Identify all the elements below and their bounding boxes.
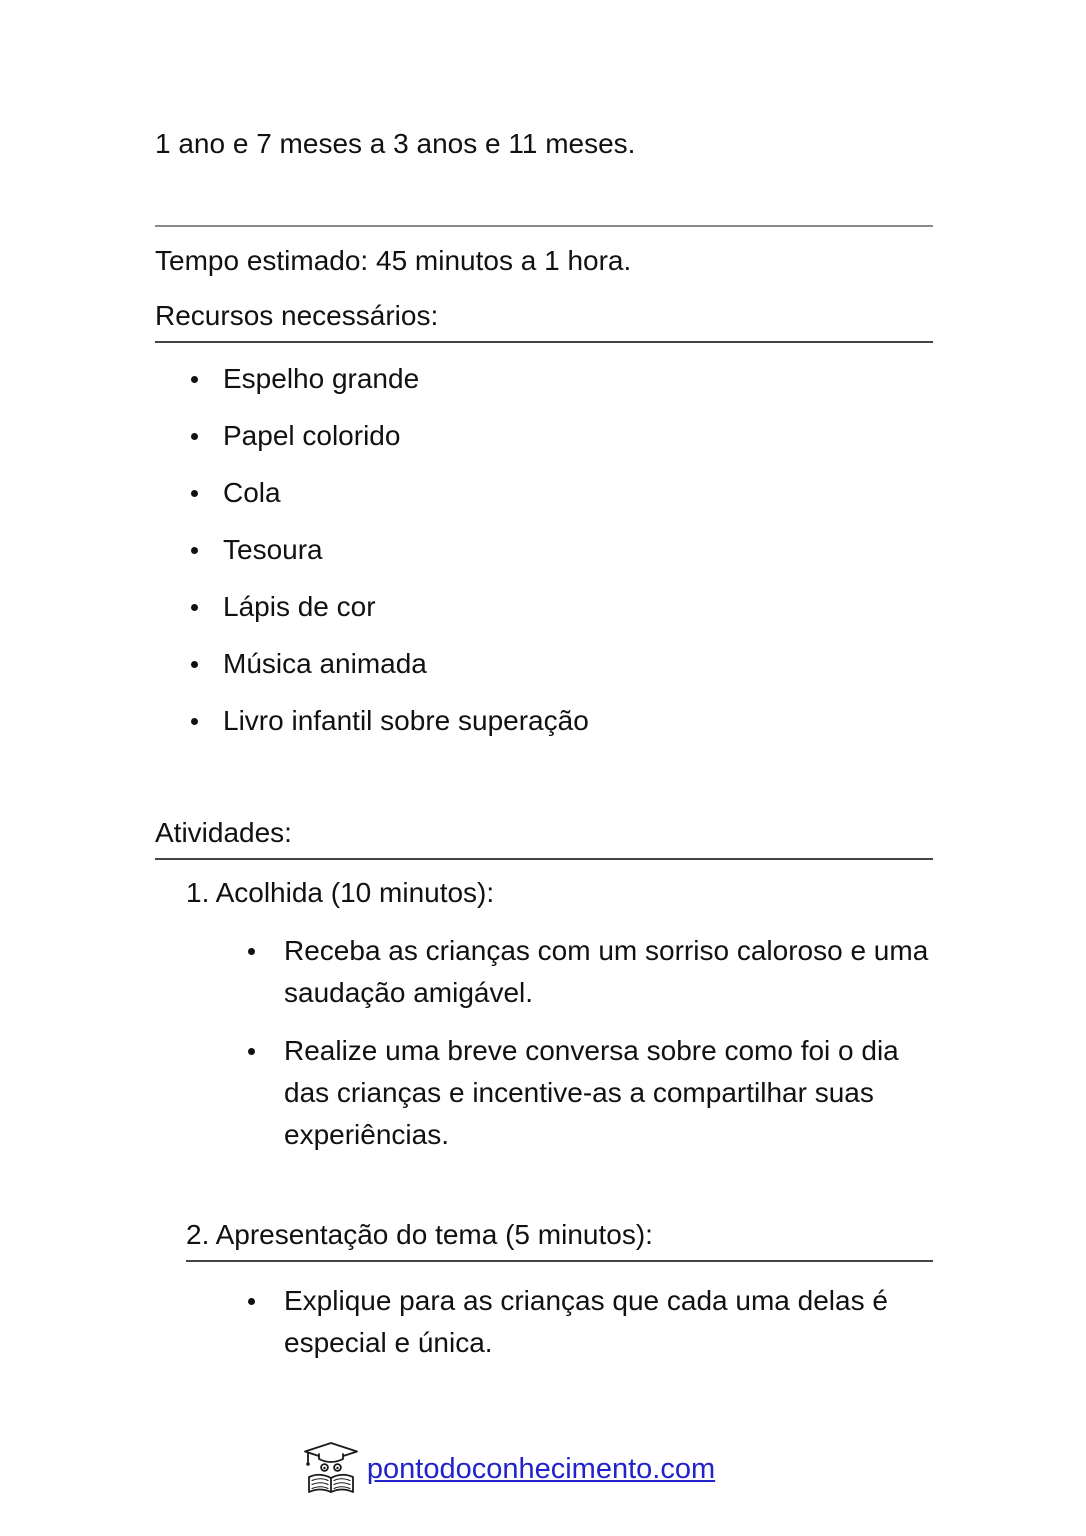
footer-site-link[interactable]: pontodoconhecimento.com: [366, 1453, 716, 1485]
bullet-icon: [191, 661, 198, 668]
activity-1-bullets: [155, 930, 933, 1156]
list-item-text: Música animada: [223, 648, 427, 679]
list-item: [155, 643, 933, 685]
document-content: [155, 123, 933, 1364]
bullet-icon: [191, 547, 198, 554]
estimated-time-line: Tempo estimado: 45 minutos a 1 hora.: [155, 245, 632, 276]
graduate-reading-book-icon: [301, 1442, 361, 1496]
list-item: [155, 1030, 933, 1156]
bullet-icon: [248, 1298, 255, 1305]
resources-list: [155, 358, 933, 742]
list-item: [155, 1280, 933, 1364]
list-item: [155, 700, 933, 742]
activity-1-title: 1. Acolhida (10 minutos):: [186, 877, 495, 908]
list-item: [155, 930, 933, 1014]
list-item: [155, 358, 933, 400]
list-item-text: Receba as crianças com um sorriso caloroso e uma saudação amigável.: [284, 935, 929, 1008]
bullet-icon: [191, 433, 198, 440]
list-item-text: Papel colorido: [223, 420, 401, 451]
list-item: [155, 529, 933, 571]
list-item-text: Tesoura: [223, 534, 323, 565]
list-item-text: Explique para as crianças que cada uma delas é especial e única.: [284, 1285, 888, 1358]
activity-2-title: 2. Apresentação do tema (5 minutos):: [186, 1214, 933, 1262]
list-item-text: Livro infantil sobre superação: [223, 705, 589, 736]
activities-heading: Atividades:: [155, 812, 933, 860]
resources-heading: Recursos necessários:: [155, 295, 933, 343]
list-item: [155, 586, 933, 628]
activity-2-bullets: [155, 1280, 933, 1364]
list-item-text: Realize uma breve conversa sobre como foi o dia das crianças e incentive-as a compartilhar suas experiências.: [284, 1035, 899, 1150]
bullet-icon: [191, 490, 198, 497]
list-item-text: Cola: [223, 477, 281, 508]
list-item-text: Lápis de cor: [223, 591, 376, 622]
bullet-icon: [248, 1048, 255, 1055]
bullet-icon: [191, 718, 198, 725]
age-range-line: 1 ano e 7 meses a 3 anos e 11 meses.: [155, 128, 636, 159]
list-item-text: Espelho grande: [223, 363, 420, 394]
site-footer: [0, 1442, 1051, 1496]
bullet-icon: [191, 604, 198, 611]
bullet-icon: [191, 376, 198, 383]
list-item: [155, 415, 933, 457]
horizontal-divider: [155, 225, 933, 227]
list-item: [155, 472, 933, 514]
bullet-icon: [248, 948, 255, 955]
